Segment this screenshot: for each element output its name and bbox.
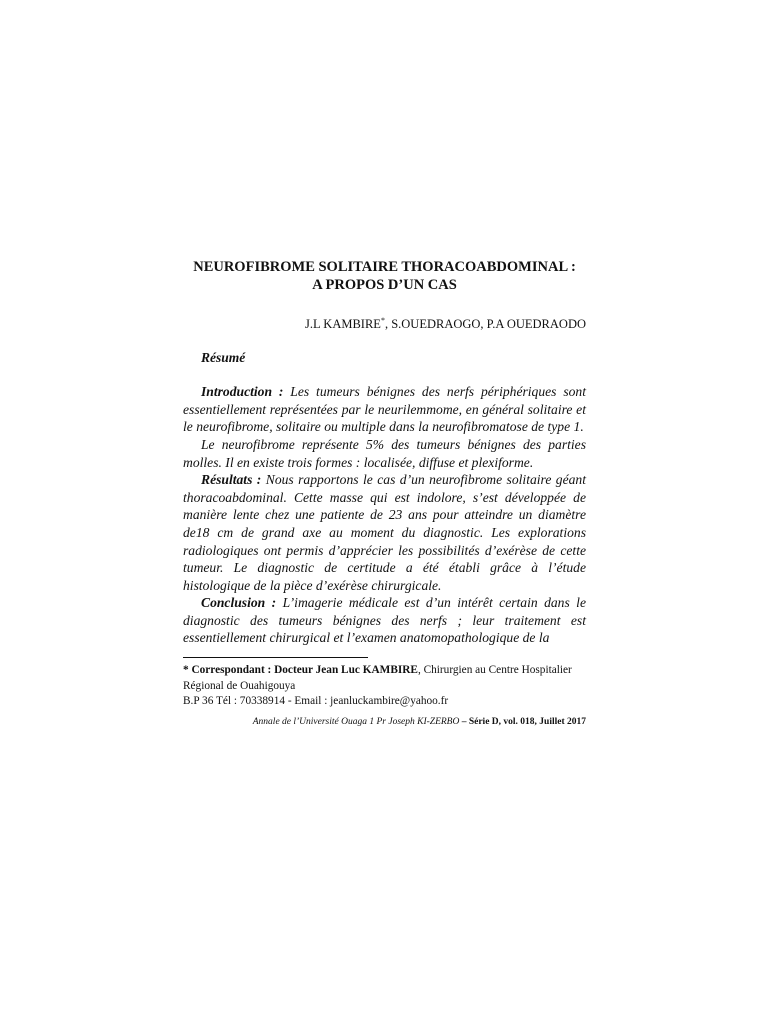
introduction-label: Introduction : [201, 384, 284, 400]
journal-series: – Série D, vol. 018, Juillet 2017 [459, 716, 586, 727]
abstract [183, 383, 586, 647]
correspondence-footnote [183, 663, 586, 710]
footnote-divider [183, 657, 368, 658]
journal-reference [183, 717, 586, 727]
author-first: J.L KAMBIRE [305, 317, 381, 332]
author-rest: , S.OUEDRAOGO, P.A OUEDRAODO [384, 317, 586, 332]
abstract-introduction [183, 383, 586, 436]
footnote-mark: * [183, 664, 189, 677]
conclusion-label: Conclusion : [201, 595, 277, 611]
title-line-1: NEUROFIBROME SOLITAIRE THORACOABDOMINAL : [193, 259, 576, 275]
article-page [183, 258, 586, 727]
introduction-text: Les tumeurs bénignes des nerfs périphériques sont essentiellement représentées par le neurilemmome, en général solitaire et le neurofibrome, solitaire ou multiple dans la neurofibromatose de type 1. [183, 384, 586, 435]
results-label: Résultats : [201, 472, 262, 488]
abstract-results [183, 471, 586, 594]
conclusion-text: L’imagerie médicale est d’un intérêt certain dans le diagnostic des tumeurs bénignes des nerfs ; leur traitement est essentiellement chirurgical et l’examen anatomopathologique de la [183, 595, 586, 646]
footnote-label: Correspondant : Docteur Jean Luc KAMBIRE [188, 664, 418, 677]
title-line-2: A PROPOS D’UN CAS [312, 277, 457, 293]
article-title [183, 258, 586, 294]
abstract-conclusion [183, 594, 586, 647]
journal-name: Annale de l’Université Ouaga 1 Pr Joseph KI-ZERBO [252, 716, 460, 727]
abstract-paragraph-2: Le neurofibrome représente 5% des tumeurs bénignes des parties molles. Il en existe trois formes : localisée, diffuse et plexiforme. [183, 436, 586, 470]
resume-heading: Résumé [201, 350, 246, 366]
results-text: Nous rapportons le cas d’un neurofibrome solitaire géant thoracoabdominal. Cette masse qui est indolore, s’est développée de manière lente chez une patiente de 23 ans pour atteindre un diamètre de18 cm de grand axe au moment du diagnostic. Les explorations radiologiques ont permis d’apprécier les possibilités d’exérèse de cette tumeur. Le diagnostic de certitude a été établi grâce à l’étude histologique de la pièce d’exérèse chirurgicale. [183, 472, 586, 593]
footnote-line-1 [183, 663, 586, 694]
author-list [183, 313, 586, 332]
footnote-affiliation: , Chirurgien au Centre Hospitalier Régional de Ouahigouya [183, 664, 572, 692]
author-footnote-mark: * [380, 316, 385, 325]
footnote-contact: B.P 36 Tél : 70338914 - Email : jeanluckambire@yahoo.fr [183, 695, 449, 708]
